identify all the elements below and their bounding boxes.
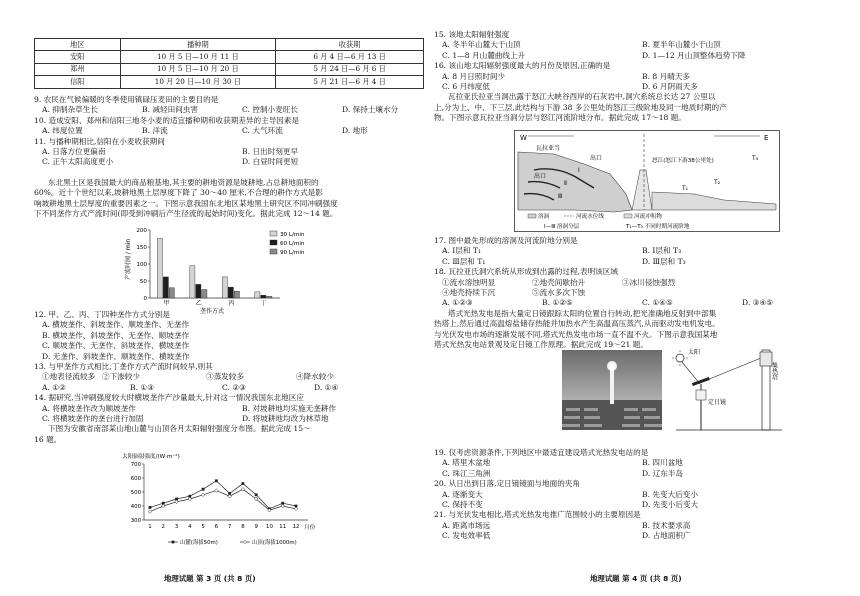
svg-text:T₃: T₃	[752, 155, 759, 162]
legend-label: 60 L/min	[280, 241, 305, 247]
line-x-tick-label: 10	[266, 524, 273, 530]
line-point	[255, 493, 258, 496]
question-15: 15. 该地太阳辐射强度	[434, 30, 510, 39]
line-x-tick-label: 7	[227, 524, 232, 530]
line-x-tick-label: 1	[148, 524, 152, 530]
line-point	[188, 497, 192, 501]
question-10-options: A. 纬度位置 B. 洋流 C. 大气环流 D. 地形	[42, 126, 368, 136]
line-point	[294, 507, 298, 511]
bar-y-tick-label: 150	[136, 245, 147, 251]
legend-label: 30 L/min	[280, 232, 305, 238]
svg-text:T₂: T₂	[714, 179, 721, 186]
bar	[196, 284, 201, 298]
bar-category-label: 乙	[195, 300, 202, 307]
legend-swatch	[270, 249, 277, 254]
bar-category-label: 丁	[260, 300, 267, 307]
bar	[169, 288, 174, 298]
question-10: 10. 造成安阳、郑州和信阳三地冬小麦的适宜播种期和收获期差异的主导因素是	[34, 115, 300, 125]
svg-text:瓦拉亚当: 瓦拉亚当	[536, 145, 561, 152]
bar	[157, 239, 162, 299]
svg-text:出口: 出口	[590, 155, 603, 162]
questions-17-18: 17. 图中最先形成的溶洞及河流阶地分别是 A. Ⅰ层和 T₁ B. Ⅰ层和 T₃ C. Ⅲ层和 T₁ D. Ⅲ层和 T₃ 18. 瓦拉亚氏洞穴系统从形成到出露的过程,表明该区域 ①流水溶蚀明显 ②地壳间歇抬升 ③冰川侵蚀强烈 ④地壳持续下沉 ⑤流水多次下蚀 A. ①②③ B. ①②⑤ C. ①④⑤ D. ③④⑤ 塔式光热发电是指大量定日镜跟踪太阳的位置自行转动,把光准确地反射到中部集 热塔上,然后通过高温熔盐储存热能并加热水产生高温高压蒸汽,从而驱动发电机发电。 与光伏发电市场的逐渐发展不同,塔式光热发电市场一直不温不火。下图示意我国某地 塔式光热发电站景观及定日镜工作原理。据此完成 19～21 题。	[434, 236, 854, 350]
question-18: 18. 瓦拉亚氏洞穴系统从形成到出露的过程,表明该区域	[434, 267, 618, 277]
line-x-tick-label: 11	[279, 524, 287, 530]
table-header: 地区	[35, 39, 121, 51]
line-point	[149, 506, 152, 509]
question-16: 16. 该山地太阳辐射强度最大的月份及原因,正确的是	[434, 61, 611, 71]
line-x-tick-label: 4	[188, 524, 192, 530]
sun-icon	[676, 354, 684, 362]
line-point	[175, 500, 179, 504]
line-x-tick-label: 2	[161, 524, 165, 530]
right-page	[430, 0, 860, 596]
table-header: 播种期	[120, 39, 276, 51]
line-chart-xunit: 月份	[304, 525, 316, 531]
bar-chart-xlabel: 垄作方式	[199, 308, 225, 314]
sowing-harvest-table	[34, 38, 424, 89]
bar	[190, 266, 195, 298]
line-point	[148, 510, 152, 514]
footer-page-3: 地理试题 第 3 页 (共 8 页)	[164, 574, 256, 583]
bar	[228, 287, 233, 298]
question-12: 12. 甲、乙、丙、丁四种垄作方式分别是	[34, 310, 170, 319]
svg-text:E: E	[764, 134, 769, 142]
svg-text:定日镜: 定日镜	[708, 399, 727, 406]
line-point	[242, 482, 245, 485]
line-y-tick-label: 300	[130, 518, 141, 524]
question-11: 11. 与播种期相比,信阳在小麦收获期间	[34, 136, 165, 146]
bar	[267, 296, 272, 298]
svg-text:Ⅰ—Ⅲ 溶洞分层: Ⅰ—Ⅲ 溶洞分层	[544, 224, 580, 230]
line-point	[201, 493, 205, 497]
line-x-tick-label: 3	[174, 524, 179, 530]
svg-text:出口: 出口	[534, 173, 547, 180]
solar-tower-photo	[562, 350, 662, 430]
line-point	[228, 494, 232, 498]
bar-category-label: 甲	[163, 300, 170, 307]
heliostat-diagram	[666, 346, 786, 436]
line-x-tick-label: 6	[214, 524, 219, 530]
footer-page-4: 地理试题 第 4 页 (共 8 页)	[590, 574, 682, 583]
svg-text:Ⅰ: Ⅰ	[578, 167, 580, 174]
question-17: 17. 图中最先形成的溶洞及河流阶地分别是	[434, 236, 578, 245]
svg-text:T₁: T₁	[682, 185, 689, 192]
cave-terrace-diagram	[514, 130, 780, 232]
bar-y-tick-label: 50	[139, 279, 147, 285]
svg-text:W: W	[520, 134, 527, 142]
table-row: 郑州 10 月 5 日—10 月 20 日 5 月 24 日—6 月 6 日	[35, 63, 424, 75]
legend-swatch	[270, 240, 277, 245]
legend-marker	[172, 541, 175, 544]
question-19: 19. 仅考虑资源条件,下列地区中最适宜建设塔式光热发电站的是	[434, 448, 649, 457]
questions-15-16: 15. 该地太阳辐射强度 A. 冬半年山麓大于山顶 B. 夏半年山麓小于山顶 C. 1—8 月山麓曲线上升 D. 1—12 月山顶整体趋势下降 16. 该山地太阳辐射强度最大的月份及原因,正确的是 A. 8 月日照时间少 B. 8 月晴天多 C. 6 月纬度低 D. 6 月阴雨天多 瓦拉亚氏拉亚当洞出露于怒江大峡谷西岸的石灰岩中,洞穴系统总长达 27 公里以 上,分为上、中、下三层,此结构与下游 38 多公里处的怒江三级阶地及同一地质时期的产 物。下图示意瓦拉亚当洞分层与怒江河流阶地分布。据此完成 17～18 题。	[434, 30, 854, 124]
questions-12-14: 12. 甲、乙、丙、丁四种垄作方式分别是 A. 横坡垄作、斜坡垄作、顺坡垄作、无垄作 B. 横坡垄作、斜坡垄作、无垄作、顺坡垄作 C. 顺坡垄作、无垄作、斜坡垄作、横坡垄作 D. 无垄作、斜坡垄作、顺坡垄作、横坡垄作 13. 与甲垄作方式相比,丁垄作方式产流时间较早,则其 ①地表径流较多 ②下渗较少 ③蒸发较多 ④降水较少 A. ①② B. ①③ C. ②③ D. ①④ 14. 据研究,当冲刷强度较大时横坡垄作产沙量最大,针对这一情况我国东北地区应 A. 将横坡垄作改为顺坡垄作 B. 对坡耕地均实施无垄耕作 C. 将横坡垄作的垄台进行加固 D. 将坡耕地均改为林草地 下图为安徽省南部某山地山麓与山顶各月太阳辐射强度分布图。据此完成 15～ 16 题。	[34, 310, 428, 445]
legend-label: 90 L/min	[280, 250, 305, 256]
question-20: 20. 从日出到日落,定日镜镜面与地面的夹角	[434, 479, 580, 489]
question-14: 14. 据研究,当冲刷强度较大时横坡垄作产沙量最大,针对这一情况我国东北地区应	[34, 393, 304, 403]
line-point	[215, 479, 218, 482]
line-point	[281, 504, 285, 508]
question-13: 13. 与甲垄作方式相比,丁垄作方式产流时间较早,则其	[34, 362, 213, 372]
line-x-tick-label: 12	[292, 524, 300, 530]
svg-text:太阳: 太阳	[688, 349, 701, 356]
legend-label: 山顶(海拔1000m)	[252, 540, 297, 546]
line-chart-ylabel: 太阳辐射强度/(W·m⁻²)	[122, 454, 180, 460]
bar	[234, 291, 239, 298]
questions-9-11: 9. 农民在气候偏暖的冬季使用镇碌压麦田的主要目的是 A. 抑制杂草生长 B. 减轻田间虫害 C. 控制小麦旺长 D. 保持土壤水分 10. 造成安阳、郑州和信阳三地冬小麦的适宜播种期和收获期差异的主导因素是 A. 纬度位置 B. 洋流 C. 大气环流 D. 地形 11. 与播种期相比,信阳在小麦收获期间 A. 日落方位更偏南 B. 日出时刻更早 C. 正午太阳高度更小 D. 白昼时间更短	[34, 95, 426, 168]
bar-y-tick-label: 0	[143, 296, 147, 302]
table-row: 信阳 10 月 20 日—10 月 30 日 5 月 21 日—6 月 4 日	[35, 76, 424, 88]
bar	[261, 295, 266, 298]
bar	[255, 292, 260, 298]
svg-text:溶洞: 溶洞	[538, 214, 550, 220]
svg-text:Ⅱ: Ⅱ	[564, 180, 567, 187]
bar-chart	[120, 222, 320, 314]
line-point	[161, 504, 165, 508]
questions-19-21: 19. 仅考虑资源条件,下列地区中最适宜建设塔式光热发电站的是 A. 塔里木盆地 B. 四川盆地 C. 珠江三角洲 D. 辽东半岛 20. 从日出到日落,定日镜镜面与地面的夹角 A. 逐渐变大 B. 先变大后变小 C. 保持不变 D. 先变小后变大 21. 与光伏发电相比,塔式光热发电推广范围较小的主要原因是 A. 距离市场远 B. 技术要求高 C. 发电效率低 D. 占地面积广	[434, 448, 854, 542]
line-point	[202, 488, 205, 491]
line-x-tick-label: 8	[241, 524, 245, 530]
legend-marker	[243, 540, 247, 544]
question-9-options: A. 抑制杂草生长 B. 减轻田间虫害 C. 控制小麦旺长 D. 保持土壤水分	[42, 105, 399, 115]
bar-category-label: 丙	[228, 300, 235, 307]
bar-y-tick-label: 100	[136, 262, 147, 268]
bar-chart-ylabel: 产流时间 / min	[125, 238, 132, 280]
legend-swatch	[270, 231, 277, 236]
svg-text:集热塔: 集热塔	[770, 362, 778, 380]
line-series	[150, 481, 296, 509]
line-y-tick-label: 400	[130, 504, 141, 510]
line-y-tick-label: 500	[130, 490, 141, 496]
legend-label: 山麓(海拔50m)	[180, 540, 218, 546]
svg-text:怒江(怒江下游38公里处): 怒江(怒江下游38公里处)	[652, 158, 714, 164]
bar	[163, 277, 168, 298]
bar	[222, 277, 227, 298]
line-y-tick-label: 600	[130, 476, 141, 482]
svg-text:Ⅲ: Ⅲ	[558, 193, 563, 200]
line-chart	[118, 450, 318, 560]
line-y-tick-label: 700	[130, 462, 141, 468]
question-21: 21. 与光伏发电相比,塔式光热发电推广范围较小的主要原因是	[434, 510, 641, 520]
table-header: 收获期	[276, 39, 424, 51]
bar-y-tick-label: 200	[136, 228, 147, 234]
intro-12-14: 东北黑土区是我国最大的商品粮基地,其主要的耕地资源是坡耕地,占总耕地面积的 60%。近十个世纪以来,坡耕地黑土层厚度下降了 30～40 厘米,不合理的耕作方式是影 响坡耕地黑土层厚度的重要因素之一。下图示意我国东北地区某地黑土研究区不同冲刷强度 下不同垄作方式产流时间(即受到冲刷后产生径流的起始时间)变化。据此完成 12～14 题。	[34, 178, 338, 219]
svg-text:T₁—T₃ 不同时期河流阶地: T₁—T₃ 不同时期河流阶地	[626, 224, 690, 230]
line-point	[215, 489, 219, 493]
question-9: 9. 农民在气候偏暖的冬季使用镇碌压麦田的主要目的是	[34, 95, 219, 104]
line-x-tick-label: 9	[254, 524, 258, 530]
bar	[202, 290, 207, 299]
table-row: 安阳 10 月 5 日—10 月 11 日 6 月 4 日—6 月 13 日	[35, 51, 424, 63]
svg-text:河流水位线: 河流水位线	[576, 214, 604, 220]
svg-text:河流冲积物: 河流冲积物	[634, 214, 662, 220]
line-x-tick-label: 5	[201, 524, 205, 530]
